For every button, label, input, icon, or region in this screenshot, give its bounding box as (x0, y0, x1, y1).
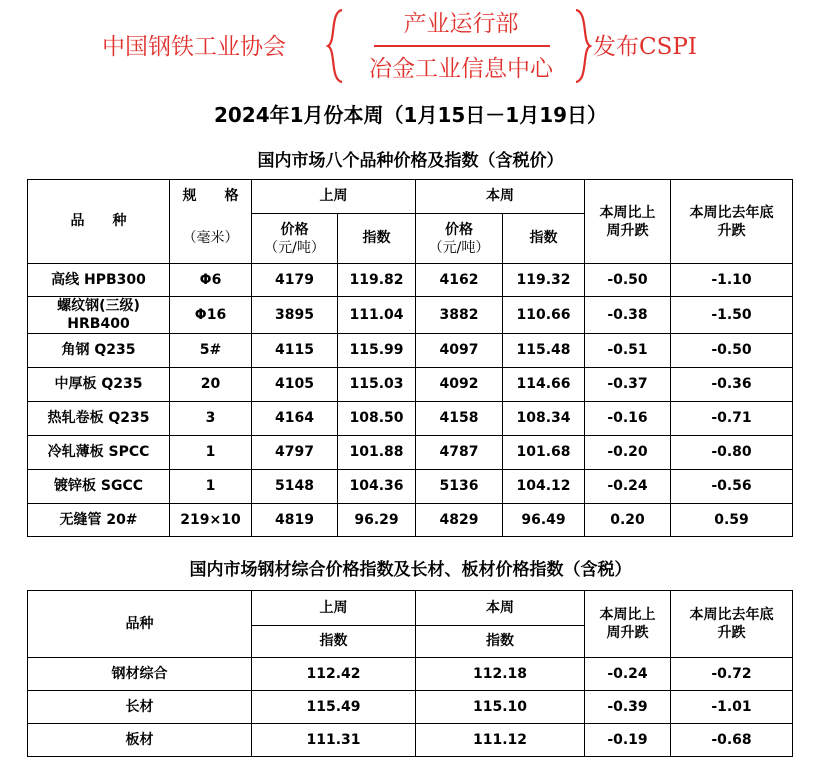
this-index-cell: 108.34 (503, 402, 585, 436)
header-spec: 规 格 (170, 180, 252, 214)
last-price-cell: 3895 (252, 297, 338, 334)
last-index-cell: 119.82 (338, 264, 416, 297)
spec-cell: 219×10 (170, 504, 252, 537)
this-price-cell: 4092 (416, 368, 503, 402)
product-cell: 无缝管 20# (28, 504, 170, 537)
header-product: 品 种 (28, 180, 170, 264)
last-price-cell: 4179 (252, 264, 338, 297)
table-row (28, 402, 793, 436)
header-divider (374, 45, 550, 47)
wow-cell: -0.50 (585, 264, 671, 297)
table-row (28, 368, 793, 402)
ytd-cell: -0.80 (671, 436, 793, 470)
product-cell: 长材 (28, 691, 252, 724)
table-row (28, 504, 793, 537)
last-index-cell: 112.42 (252, 658, 416, 691)
this-price-cell: 4097 (416, 334, 503, 368)
header-wow: 本周比上 周升跌 (585, 591, 671, 658)
wow-cell: 0.20 (585, 504, 671, 537)
product-cell: 热轧卷板 Q235 (28, 402, 170, 436)
last-price-cell: 4115 (252, 334, 338, 368)
product-cell: 镀锌板 SGCC (28, 470, 170, 504)
ytd-cell: -0.36 (671, 368, 793, 402)
table-row (28, 334, 793, 368)
last-price-cell: 5148 (252, 470, 338, 504)
this-index-cell: 115.10 (416, 691, 585, 724)
spec-cell: Φ6 (170, 264, 252, 297)
this-index-cell: 114.66 (503, 368, 585, 402)
wow-cell: -0.19 (585, 724, 671, 757)
this-index-cell: 119.32 (503, 264, 585, 297)
header-ytd: 本周比去年底 升跌 (671, 591, 793, 658)
wow-cell: -0.39 (585, 691, 671, 724)
table-row (28, 264, 793, 297)
product-cell: 钢材综合 (28, 658, 252, 691)
wow-cell: -0.16 (585, 402, 671, 436)
wow-cell: -0.38 (585, 297, 671, 334)
this-index-cell: 111.12 (416, 724, 585, 757)
last-index-cell: 111.31 (252, 724, 416, 757)
wow-cell: -0.24 (585, 658, 671, 691)
table1-title: 国内市场八个品种价格及指数（含税价） (257, 151, 564, 171)
this-index-cell: 104.12 (503, 470, 585, 504)
product-cell: 冷轧薄板 SPCC (28, 436, 170, 470)
last-index-cell: 108.50 (338, 402, 416, 436)
spec-cell: 20 (170, 368, 252, 402)
header-ytd: 本周比去年底 升跌 (671, 180, 793, 264)
product-cell: 板材 (28, 724, 252, 757)
ytd-cell: 0.59 (671, 504, 793, 537)
table-row (28, 297, 793, 334)
this-price-cell: 4162 (416, 264, 503, 297)
last-index-cell: 111.04 (338, 297, 416, 334)
this-price-cell: 3882 (416, 297, 503, 334)
table-row (28, 658, 793, 691)
ytd-cell: -1.10 (671, 264, 793, 297)
table-row (28, 691, 793, 724)
header-last-week: 上周 (252, 591, 416, 626)
ytd-cell: -1.01 (671, 691, 793, 724)
last-index-cell: 104.36 (338, 470, 416, 504)
header-wow: 本周比上 周升跌 (585, 180, 671, 264)
this-index-cell: 115.48 (503, 334, 585, 368)
this-index-cell: 96.49 (503, 504, 585, 537)
this-price-cell: 5136 (416, 470, 503, 504)
last-index-cell: 115.99 (338, 334, 416, 368)
product-cell: 高线 HPB300 (28, 264, 170, 297)
ytd-cell: -0.71 (671, 402, 793, 436)
header-this-price: 价格 （元/吨） (416, 214, 503, 264)
ytd-cell: -0.72 (671, 658, 793, 691)
table-row (28, 724, 793, 757)
header-this-index: 指数 (416, 626, 585, 658)
last-index-cell: 115.03 (338, 368, 416, 402)
table2-title: 国内市场钢材综合价格指数及长材、板材价格指数（含税） (189, 560, 632, 580)
spec-cell: 1 (170, 470, 252, 504)
this-index-cell: 101.68 (503, 436, 585, 470)
spec-cell: Φ16 (170, 297, 252, 334)
last-index-cell: 101.88 (338, 436, 416, 470)
last-price-cell: 4797 (252, 436, 338, 470)
header-this-week: 本周 (416, 591, 585, 626)
this-index-cell: 112.18 (416, 658, 585, 691)
org-name: 中国钢铁工业协会 (102, 34, 286, 60)
publish-label: 发布CSPI (593, 34, 697, 60)
header-last-index: 指数 (252, 626, 416, 658)
product-cell: 螺纹钢(三级) HRB400 (28, 297, 170, 334)
table-row (28, 470, 793, 504)
wow-cell: -0.51 (585, 334, 671, 368)
product-cell: 角钢 Q235 (28, 334, 170, 368)
wow-cell: -0.20 (585, 436, 671, 470)
header-this-week: 本周 (416, 180, 585, 214)
left-brace (326, 8, 346, 84)
dept-name: 产业运行部 (403, 11, 519, 37)
last-price-cell: 4105 (252, 368, 338, 402)
last-price-cell: 4819 (252, 504, 338, 537)
this-price-cell: 4787 (416, 436, 503, 470)
spec-cell: 5# (170, 334, 252, 368)
header-last-week: 上周 (252, 180, 416, 214)
wow-cell: -0.24 (585, 470, 671, 504)
ytd-cell: -0.50 (671, 334, 793, 368)
this-index-cell: 110.66 (503, 297, 585, 334)
right-brace (572, 8, 592, 84)
this-price-cell: 4829 (416, 504, 503, 537)
last-index-cell: 96.29 (338, 504, 416, 537)
product-cell: 中厚板 Q235 (28, 368, 170, 402)
table-row (28, 436, 793, 470)
center-name: 冶金工业信息中心 (369, 56, 553, 82)
ytd-cell: -1.50 (671, 297, 793, 334)
composite-index-table (27, 590, 793, 757)
spec-cell: 3 (170, 402, 252, 436)
spec-cell: 1 (170, 436, 252, 470)
this-price-cell: 4158 (416, 402, 503, 436)
wow-cell: -0.37 (585, 368, 671, 402)
ytd-cell: -0.56 (671, 470, 793, 504)
report-title: 2024年1月份本周（1月15日－1月19日） (213, 103, 608, 127)
header-product: 品种 (28, 591, 252, 658)
last-index-cell: 115.49 (252, 691, 416, 724)
price-index-table (27, 179, 793, 537)
header-last-index: 指数 (338, 214, 416, 264)
last-price-cell: 4164 (252, 402, 338, 436)
header-spec-unit: （毫米） (170, 214, 252, 264)
ytd-cell: -0.68 (671, 724, 793, 757)
header-this-index: 指数 (503, 214, 585, 264)
header-last-price: 价格 （元/吨） (252, 214, 338, 264)
